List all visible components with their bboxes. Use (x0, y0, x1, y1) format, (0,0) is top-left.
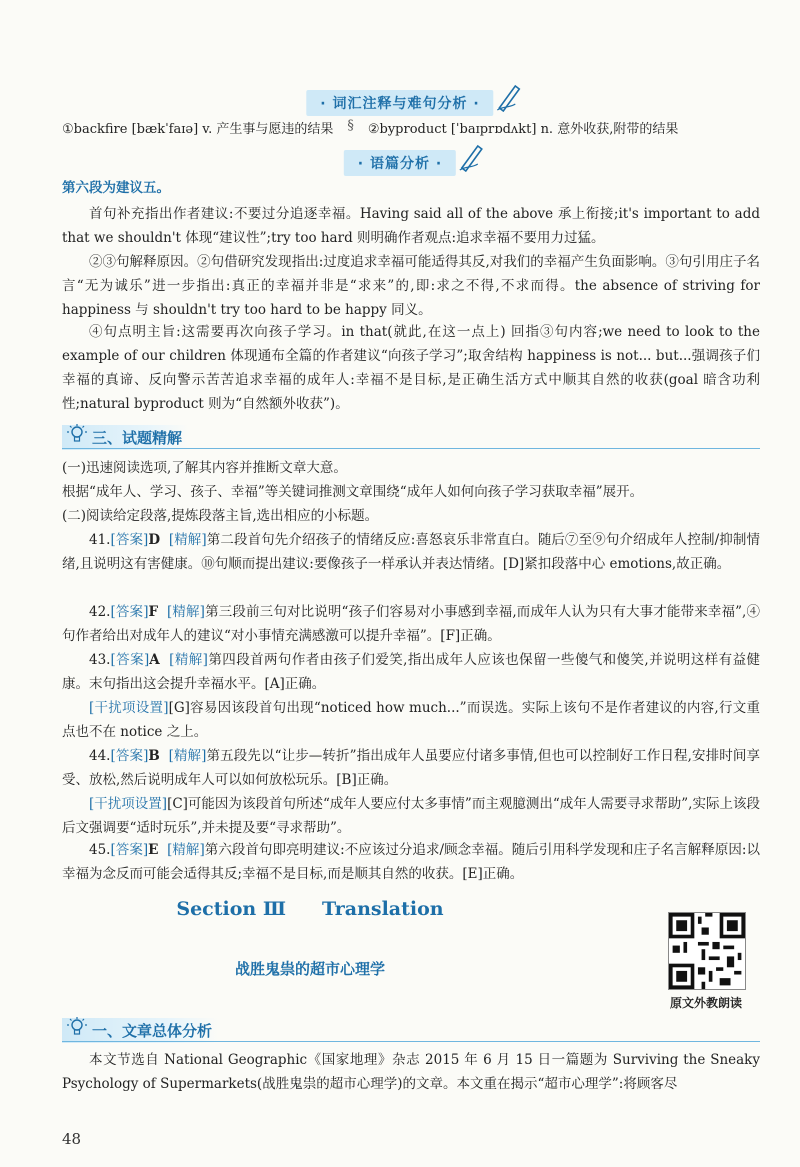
question-number: 43. (89, 652, 111, 668)
discourse-banner (344, 150, 456, 176)
answer-43 (62, 648, 760, 696)
explanation-tag: [精解] (168, 748, 207, 764)
section-title: 一、文章总体分析 (92, 1022, 213, 1040)
answer-tag: [答案] (110, 652, 150, 668)
answer-44 (62, 744, 760, 792)
explanation-text: 第四段首两句作者由孩子们爱笑,指出成年人应该也保留一些傻气和傻笑,并说明这样有益健康。末句指出这会提升幸福水平。[A]正确。 (62, 652, 760, 692)
explanation-tag: [精解] (168, 532, 207, 548)
vocab-item-byproduct: ②byproduct [ˈbaɪprɒdʌkt] n. 意外收获,附带的结果 (367, 122, 679, 137)
page-number: 48 (62, 1130, 82, 1148)
section-heading-answers (62, 425, 188, 450)
discourse-para-1: 首句补充指出作者建议:不要过分追逐幸福。Having said all of the above 承上衔接;it's important to add that we shouldn't 体现“建议性”;try too hard 则明确作者观点:追求幸福不要用力过猛。 (62, 206, 760, 246)
explanation-tag: [精解] (167, 842, 205, 858)
lightbulb-icon (66, 1016, 88, 1038)
answer-tag: [答案] (110, 604, 149, 620)
step-1-detail: 根据“成年人、学习、孩子、幸福”等关键词推测文章围绕“成年人如何向孩子学习获取幸福”展开。 (62, 484, 644, 500)
question-number: 44. (89, 748, 111, 764)
distractor-text: [G]容易因该段首句出现“noticed how much...”而误选。实际上该句不是作者建议的内容,行文重点也不在 notice 之上。 (62, 700, 760, 740)
section-divider (62, 448, 760, 449)
question-number: 42. (89, 604, 111, 620)
distractor-tag: [干扰项设置] (89, 700, 169, 716)
vocab-banner-label: · 词汇注释与难句分析 · (320, 96, 480, 112)
answer-42 (62, 600, 760, 648)
distractor-43 (62, 696, 760, 744)
vocab-separator: § (347, 118, 354, 133)
section-label: Section Ⅲ (176, 898, 286, 920)
vocab-item-backfire: ①backfire [bækˈfaɪə] v. 产生事与愿违的结果 (62, 122, 334, 137)
answer-letter: E (148, 842, 159, 858)
overview-text: 本文节选自 National Geographic《国家地理》杂志 2015 年 6 月 15 日一篇题为 Surviving the Sneaky Psychology of Supermarkets(战胜鬼祟的超市心理学)的文章。本文重在揭示“超市心理学”:将顾客尽 (62, 1052, 760, 1092)
section-divider (62, 1041, 760, 1042)
vocab-banner (306, 90, 493, 116)
answer-tag: [答案] (110, 532, 149, 548)
discourse-para-2: ②③句解释原因。②句借研究发现指出:过度追求幸福可能适得其反,对我们的幸福产生负面影响。③句引用庄子名言“无为诚乐”进一步指出:真正的幸福并非是“求来”的,即:求之不得,不求而得。the absence of striving for happiness 与 shouldn't try too hard to be happy 同义。 (62, 254, 760, 318)
explanation-text: 第二段首句先介绍孩子的情绪反应:喜怒哀乐非常直白。随后⑦至⑨句介绍成年人控制/抑制情绪,且说明这有害健康。⑩句顺而提出建议:要像孩子一样承认并表达情绪。[D]紧扣段落中心 emotions,故正确。 (62, 532, 760, 572)
section-heading-overview (62, 1018, 218, 1043)
step-2: (二)阅读给定段落,提炼段落主旨,选出相应的小标题。 (62, 508, 379, 524)
step-1: (一)迅速阅读选项,了解其内容并推断文章大意。 (62, 460, 347, 476)
section-translation-title (0, 898, 620, 920)
answer-45 (62, 838, 760, 886)
answer-letter: B (148, 748, 160, 764)
qr-label: 原文外教朗读 (669, 996, 742, 1010)
explanation-text: 第六段首句即亮明建议:不应该过分追求/顾念幸福。随后引用科学发现和庄子名言解释原因:以幸福为念反而可能会适得其反;幸福不是目标,而是顺其自然的收获。[E]正确。 (62, 842, 760, 882)
distractor-44 (62, 792, 760, 840)
explanation-text: 第五段先以“让步—转折”指出成年人虽要应付诸多事情,但也可以控制好工作日程,安排时间享受、放松,然后说明成年人可以如何放松玩乐。[B]正确。 (62, 748, 760, 788)
discourse-heading: 第六段为建议五。 (62, 180, 170, 196)
pen-icon (458, 140, 486, 172)
lightbulb-icon (66, 423, 88, 445)
vocab-notes (62, 118, 760, 137)
article-title: 战胜鬼祟的超市心理学 (234, 960, 385, 978)
explanation-tag: [精解] (166, 604, 205, 620)
question-number: 45. (89, 842, 111, 858)
explanation-tag: [精解] (169, 652, 208, 668)
answer-letter: D (148, 532, 161, 548)
answer-tag: [答案] (110, 748, 149, 764)
section-name: Translation (322, 898, 444, 920)
qr-code-icon[interactable] (668, 912, 746, 990)
pen-icon (496, 80, 524, 112)
question-number: 41. (89, 532, 111, 548)
answer-letter: F (148, 604, 159, 620)
answer-41 (62, 528, 760, 576)
explanation-text: 第三段前三句对比说明“孩子们容易对小事感到幸福,而成年人认为只有大事才能带来幸福”,④句作者给出对成年人的建议“对小事情充满感激可以提升幸福”。[F]正确。 (62, 604, 760, 644)
discourse-banner-label: · 语篇分析 · (357, 156, 443, 172)
distractor-text: [C]可能因为该段首句所述“成年人要应付太多事情”而主观臆测出“成年人需要寻求帮助”,实际上该段后文强调要“适时玩乐”,并未提及要“寻求帮助”。 (62, 796, 760, 836)
answer-letter: A (149, 652, 160, 668)
distractor-tag: [干扰项设置] (89, 796, 168, 812)
discourse-para-3: ④句点明主旨:这需要再次向孩子学习。in that(就此,在这一点上) 回指③句内容;we need to look to the example of our children 体现通布全篇的作者建议“向孩子学习”;取舍结构 happiness is not... but...强调孩子们幸福的真谛、反向警示苦苦追求幸福的成年人:幸福不是目标,是正确生活方式中顺其自然的收获(goal 暗含功利性;natural byproduct 则为“自然额外收获”)。 (62, 324, 760, 412)
section-title: 三、试题精解 (92, 429, 183, 447)
answer-tag: [答案] (110, 842, 149, 858)
